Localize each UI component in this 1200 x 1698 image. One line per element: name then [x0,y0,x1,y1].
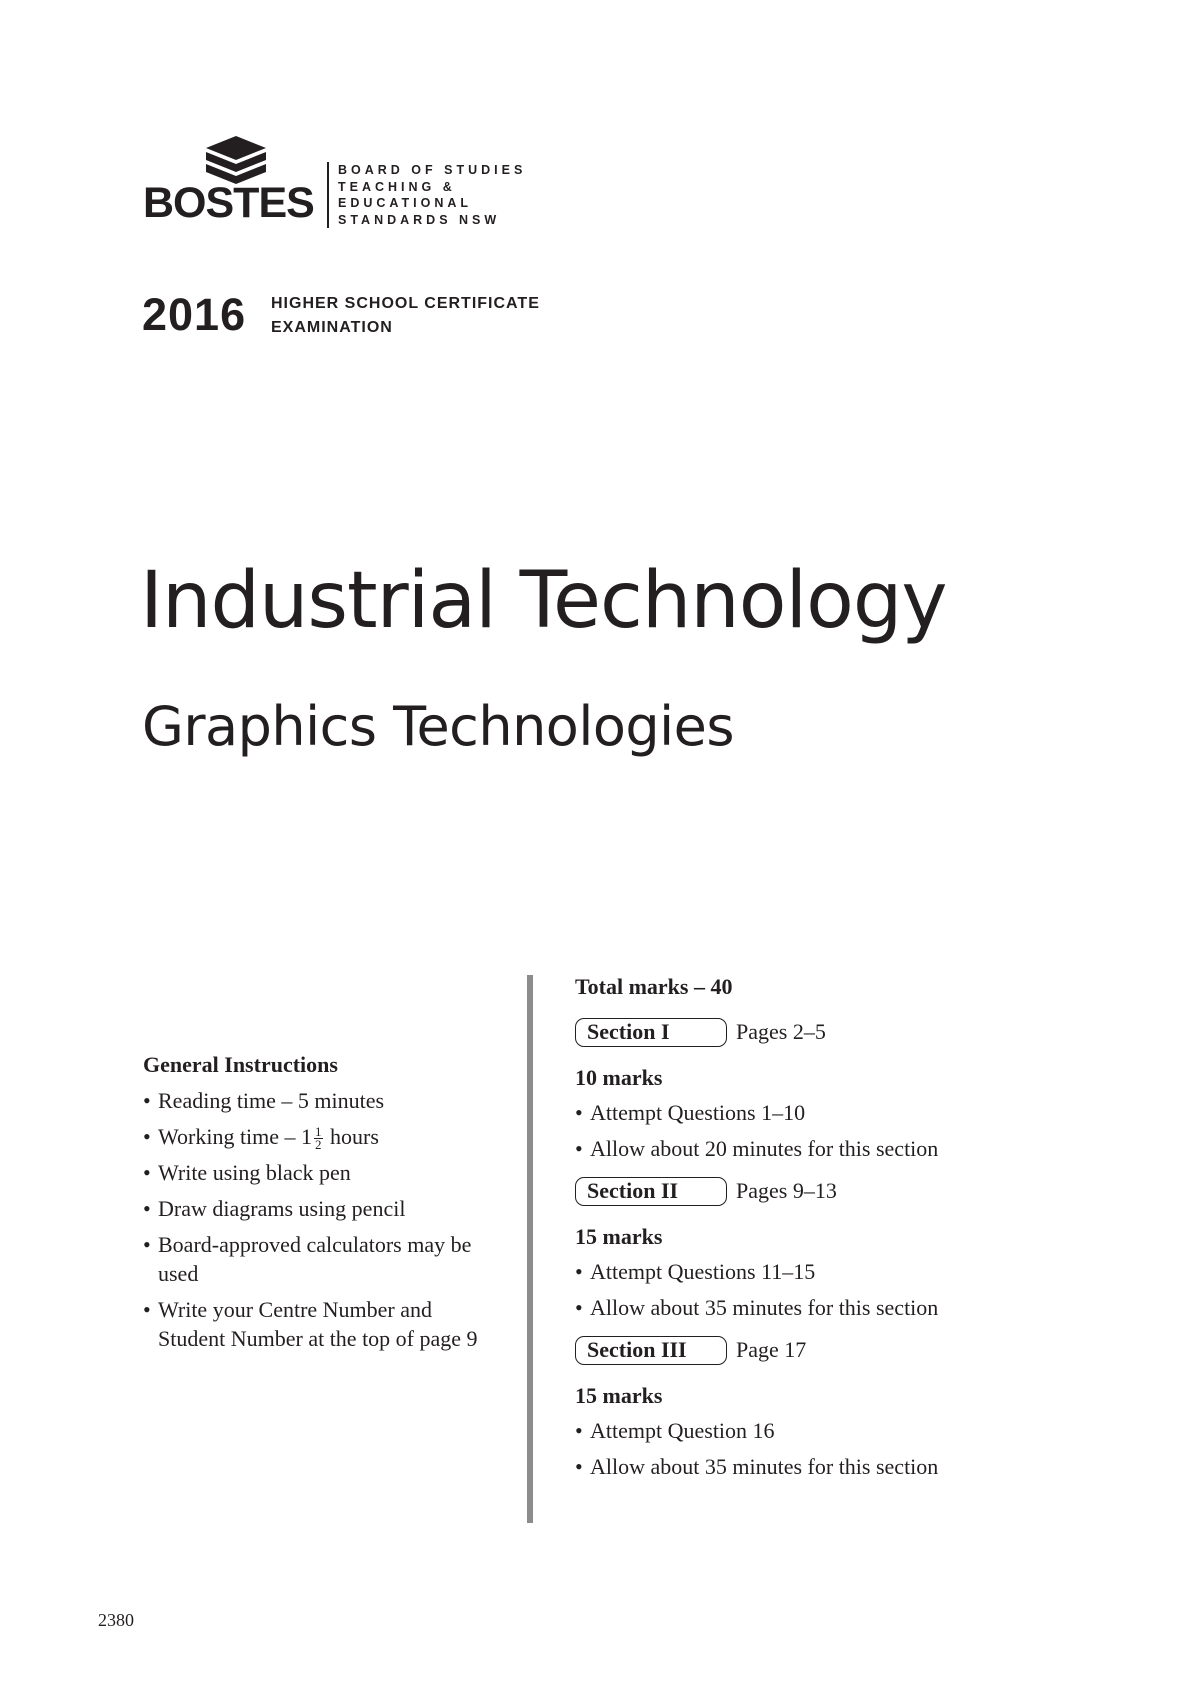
section-pages: Pages 2–5 [736,1019,826,1044]
section-instruction-item: • Allow about 20 minutes for this section [575,1134,1025,1163]
logo-line: TEACHING & [338,179,456,194]
exam-line-2: EXAMINATION [271,319,393,336]
general-instructions [143,1052,503,1360]
section-header [575,1174,1025,1208]
logo-line: STANDARDS NSW [338,212,501,227]
instruction-item: • Write your Centre Number and Student Number at the top of page 9 [143,1295,503,1353]
section-instruction-item: • Attempt Questions 11–15 [575,1257,1025,1286]
section-marks: 10 marks [575,1065,663,1090]
section-instruction-item: • Allow about 35 minutes for this section [575,1452,1025,1481]
column-divider [527,975,533,1523]
section-label-box: Section I [575,1018,727,1047]
section-block [575,1333,1025,1481]
section-label-box: Section II [575,1177,727,1206]
paper-code: 2380 [98,1610,134,1630]
instruction-item: • Draw diagrams using pencil [143,1194,503,1223]
sections-summary [575,972,1025,1492]
working-time-suffix: hours [324,1124,379,1149]
section-header [575,1333,1025,1367]
instruction-item: • Reading time – 5 minutes [143,1086,503,1115]
section-marks: 15 marks [575,1383,663,1408]
section-instruction-item: • Attempt Questions 1–10 [575,1098,1025,1127]
section-block [575,1015,1025,1163]
instructions-list [143,1086,503,1353]
working-time-prefix: Working time – 1 [158,1124,313,1149]
subject-subtitle: Graphics Technologies [142,695,735,758]
section-instruction-item: • Attempt Question 16 [575,1416,1025,1445]
section-header [575,1015,1025,1049]
fraction-denominator: 2 [315,1137,322,1153]
exam-line-1: HIGHER SCHOOL CERTIFICATE [271,295,540,312]
instruction-item: • Board-approved calculators may be used [143,1230,503,1288]
exam-year: 2016 [142,289,247,340]
logo-line: BOARD OF STUDIES [338,163,527,177]
section-instructions [575,1257,1025,1322]
section-instructions [575,1416,1025,1481]
logo-divider [327,162,329,228]
section-instruction-item: • Allow about 35 minutes for this section [575,1293,1025,1322]
section-pages: Pages 9–13 [736,1178,837,1203]
logo-organisation-name [338,162,526,228]
half-fraction [314,1126,323,1151]
total-marks: Total marks – 40 [575,974,733,999]
logo-line: EDUCATIONAL [338,196,473,210]
section-label-box: Section III [575,1336,727,1365]
exam-name [271,292,540,340]
section-block [575,1174,1025,1322]
instruction-item-working-time [143,1122,503,1151]
section-instructions [575,1098,1025,1163]
instruction-item: • Write using black pen [143,1158,503,1187]
section-marks: 15 marks [575,1224,663,1249]
fraction-numerator: 1 [315,1124,322,1140]
logo-wordmark: BOSTES [143,179,314,227]
general-instructions-heading: General Instructions [143,1052,338,1077]
section-pages: Page 17 [736,1337,807,1362]
subject-title: Industrial Technology [140,556,947,646]
